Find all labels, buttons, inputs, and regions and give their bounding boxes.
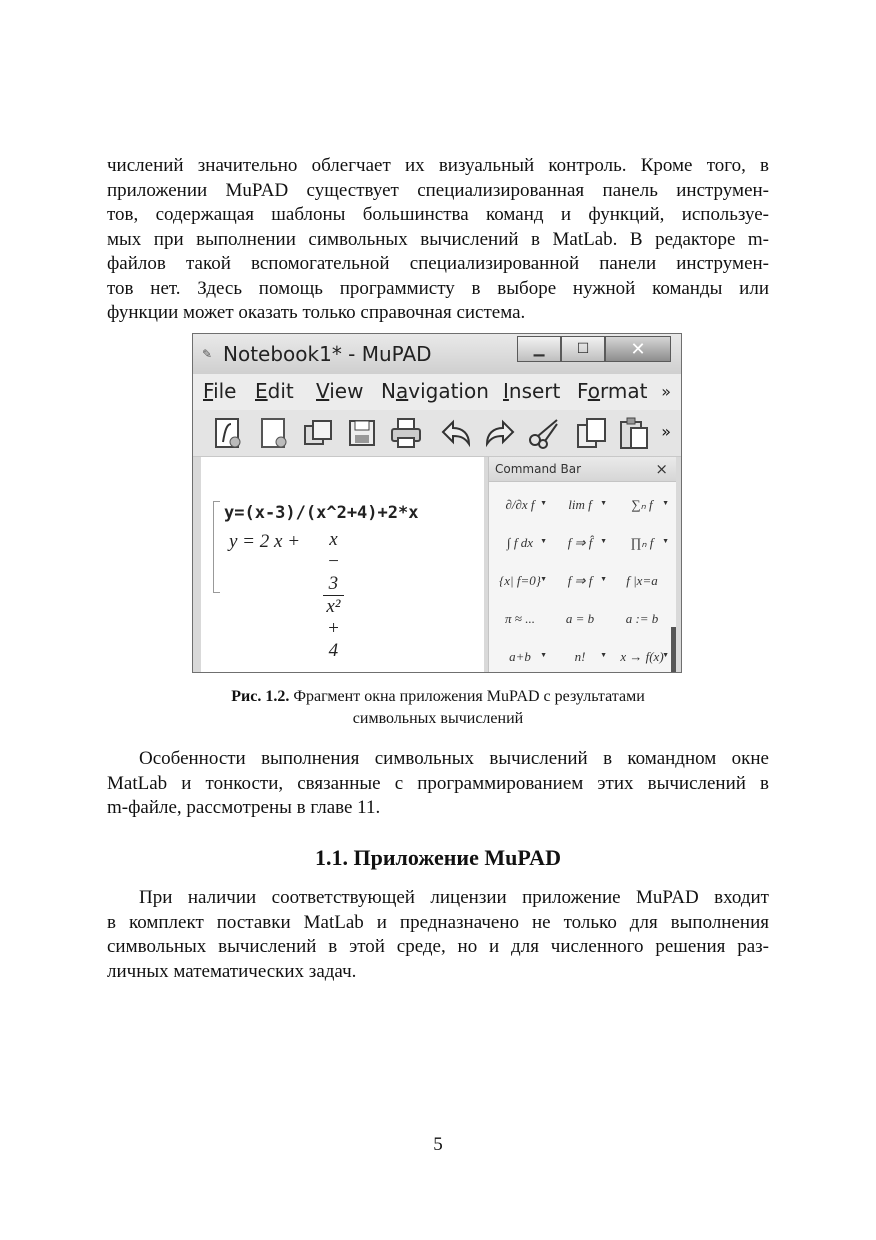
paragraph-1	[107, 154, 769, 326]
cmd-integral[interactable]: ∫ f dx ▼	[507, 535, 547, 550]
text-line: файлов такой вспомогательной специализированной панели инструмен-	[107, 253, 769, 274]
cmd-product[interactable]: ∏ₙ f ▼	[630, 535, 669, 550]
cmd-limit[interactable]: lim f ▼	[568, 497, 607, 512]
text-line: личных математических задач.	[107, 960, 357, 982]
redo-icon[interactable]	[483, 416, 517, 450]
toolbar	[193, 410, 681, 457]
save-icon[interactable]	[345, 416, 379, 450]
undo-icon[interactable]	[439, 416, 473, 450]
text-line: Особенности выполнения символьных вычислений в командном окне	[139, 748, 769, 769]
text-line: символьных вычислений в этой среде, но и для численного решения раз-	[107, 936, 769, 957]
menu-bar	[193, 374, 681, 410]
text-line: числений значительно облегчает их визуальный контроль. Кроме того, в	[107, 155, 769, 176]
output-fraction	[323, 529, 344, 662]
text-line: MatLab и тонкости, связанные с программированием этих вычислений в	[107, 772, 769, 794]
page-number: 5	[433, 1134, 443, 1155]
menu-insert[interactable]: Insert	[503, 379, 561, 403]
notebook-editor[interactable]	[201, 457, 484, 673]
menu-file[interactable]: File	[203, 379, 237, 403]
paragraph-2	[107, 747, 769, 821]
close-icon: ✕	[630, 338, 646, 360]
caption-line-2: символьных вычислений	[352, 710, 524, 727]
fraction-denominator: x² + 4	[326, 596, 341, 661]
maximize-icon: ☐	[576, 341, 590, 357]
cmd-equation[interactable]: a = b	[565, 611, 595, 626]
cmd-arithmetic[interactable]: a+b ▼	[509, 649, 547, 664]
text-line: m-файле, рассмотрены в главе 11.	[107, 797, 381, 818]
minimize-button[interactable]	[517, 336, 561, 362]
menu-format[interactable]: Format	[577, 379, 648, 403]
maximize-button[interactable]	[561, 336, 605, 362]
figure-caption	[107, 686, 769, 730]
cut-icon[interactable]	[527, 416, 561, 450]
text-line: При наличии соответствующей лицензии приложение MuPAD входит	[139, 887, 769, 908]
toolbar-overflow[interactable]: »	[661, 422, 671, 441]
output-lhs: y = 2 x +	[229, 531, 301, 552]
window-title: Notebook1* - MuPAD	[223, 342, 432, 366]
cmd-evaluate-at[interactable]: f |x=a	[626, 573, 658, 588]
text-line: функции может оказать только справочная система.	[107, 302, 526, 323]
section-heading: 1.1. Приложение MuPAD	[315, 845, 561, 870]
window-controls	[517, 336, 671, 362]
copy-icon[interactable]	[575, 416, 609, 450]
output-expression	[229, 529, 341, 661]
command-bar-close-icon[interactable]: ×	[655, 460, 668, 478]
paragraph-3	[107, 886, 769, 984]
caption-line-1: Фрагмент окна приложения MuPAD с результатами	[293, 688, 645, 705]
input-expression[interactable]: y=(x-3)/(x^2+4)+2*x	[224, 503, 419, 523]
mupad-window-figure	[192, 333, 682, 673]
text-line: тов нет. Здесь помощь программисту в выборе нужной команды или	[107, 277, 769, 299]
command-bar-header	[489, 457, 676, 482]
menu-navigation[interactable]: Navigation	[381, 379, 489, 403]
menu-view[interactable]: View	[316, 379, 364, 403]
text-line: мых при выполнении символьных вычислений в MatLab. В редакторе m-	[107, 228, 769, 250]
input-region-bracket	[213, 501, 220, 593]
caption-label: Рис. 1.2.	[231, 688, 290, 705]
new-notebook-icon[interactable]	[211, 416, 245, 450]
paste-icon[interactable]	[617, 416, 651, 450]
command-bar	[488, 457, 676, 673]
cmd-function[interactable]: x → f(x) ▼	[620, 649, 669, 664]
cmd-solve[interactable]: {x| f=0} ▼	[499, 573, 547, 588]
cmd-assign[interactable]: a := b	[625, 611, 659, 626]
close-button[interactable]	[605, 336, 671, 362]
menu-overflow[interactable]: »	[661, 382, 671, 401]
print-icon[interactable]	[389, 416, 423, 450]
window-titlebar	[193, 334, 681, 374]
text-line: приложении MuPAD существует специализированная панель инструмен-	[107, 179, 769, 201]
cmd-derivative[interactable]: ∂/∂x f ▼	[505, 497, 547, 512]
new-document-icon[interactable]	[257, 416, 291, 450]
text-line: тов, содержащая шаблоны большинства команд и функций, используе-	[107, 204, 769, 225]
command-bar-scrollbar[interactable]	[671, 627, 676, 673]
fraction-numerator: x − 3	[323, 529, 344, 596]
cmd-approximate[interactable]: π ≈ ...	[505, 611, 535, 626]
text-line: в комплект поставки MatLab и предназначено не только для выполнения	[107, 911, 769, 933]
cmd-simplify[interactable]: f ⇒ f ▼	[567, 573, 607, 588]
cmd-transform[interactable]: f ⇒ f̂ ▼	[567, 535, 607, 550]
command-bar-title: Command Bar	[495, 462, 582, 476]
cmd-sum[interactable]: ∑ₙ f ▼	[631, 497, 669, 512]
cmd-factorial[interactable]: n! ▼	[574, 649, 607, 664]
minimize-icon: ▁	[533, 341, 545, 357]
open-icon[interactable]	[301, 416, 335, 450]
menu-edit[interactable]: Edit	[255, 379, 294, 403]
mupad-app-icon: ✎	[202, 347, 213, 361]
